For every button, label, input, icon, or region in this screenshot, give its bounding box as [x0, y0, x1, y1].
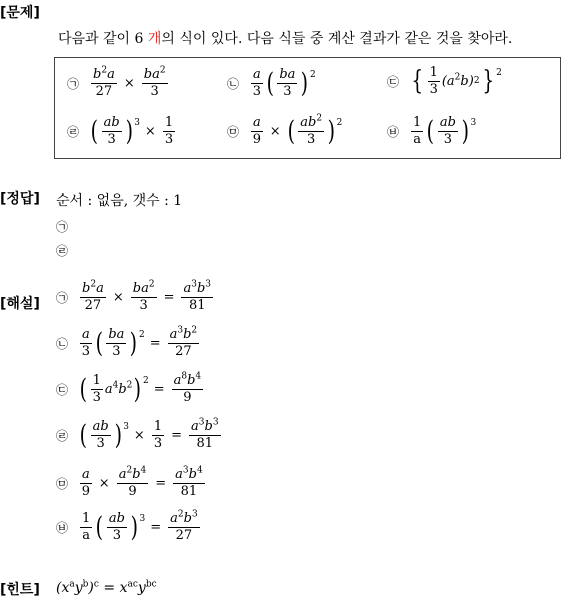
marker-2: ㉡ [227, 76, 240, 91]
expression-6: ㉥ $\frac{1}{a}$ ( $\frac{ab}{3}$ ) 3 [387, 115, 477, 147]
explanation-heading: [해설] [0, 296, 40, 312]
answer-item-2: ㉣ [56, 244, 69, 258]
marker-5: ㉤ [227, 124, 240, 139]
expression-2: ㉡ $\frac{a}{3}$ ( $\frac{ba}{3}$ ) 2 [227, 67, 316, 99]
expression-4: ㉣ ( $\frac{ab}{3}$ ) 3 × $\frac{1}{3}$ [67, 115, 174, 147]
marker-1: ㉠ [67, 76, 80, 91]
answer-item-1: ㉠ [56, 220, 69, 234]
marker-3: ㉢ [387, 74, 400, 89]
solution-5: ㉤ $\frac{a}{9}$ × $\frac{a^2b^4}{9}$ = $\frac{a^3b^4}{81}$ [56, 465, 203, 499]
hint-formula: $(x^ay^b)^c = x^{ac}y^{bc}$ [56, 579, 157, 596]
problem-heading: [문제] [0, 5, 40, 21]
solution-2: ㉡ $\frac{a}{3}$ ( $\frac{ba}{3}$ ) 2 = $\frac{a^3b^2}{27}$ [56, 325, 198, 359]
problem-text: 다음과 같이 6 개의 식이 있다. 다음 식들 중 계산 결과가 같은 것을 찾아라. [58, 31, 513, 47]
solution-1: ㉠ $\frac{b^2a}{27}$ × $\frac{ba^2}{3}$ = $\frac{a^3b^3}{81}$ [56, 279, 212, 313]
hint-heading: [힌트] [0, 582, 40, 598]
expression-5: ㉤ $\frac{a}{9}$ × ( $\frac{ab^2}{3}$ ) 2 [227, 113, 343, 147]
expression-1: ㉠ $\frac{b^2a}{27}$ × $\frac{ba^2}{3}$ [67, 65, 166, 99]
solution-6: ㉥ $\frac{1}{a}$ ( $\frac{ab}{3}$ ) 3 = $\frac{a^2b^3}{27}$ [56, 509, 198, 543]
solution-3: ㉢ ( $\frac{1}{3}$ $a^4b^2$ ) 2 = $\frac{a^8b^4}{9}$ [56, 371, 202, 405]
highlight-count: 개 [147, 31, 162, 47]
expression-box [54, 57, 561, 159]
solution-4: ㉣ ( $\frac{ab}{3}$ ) 3 × $\frac{1}{3}$ = $\frac{a^3b^3}{81}$ [56, 417, 219, 451]
answer-line: 순서 : 없음, 갯수 : 1 [56, 193, 183, 209]
marker-6: ㉥ [387, 124, 400, 139]
expression-3: ㉢ { $\frac{1}{3}$ $(a^2b)$ 2 } 2 [387, 65, 502, 97]
answer-heading: [정답] [0, 191, 40, 207]
marker-4: ㉣ [67, 124, 80, 139]
